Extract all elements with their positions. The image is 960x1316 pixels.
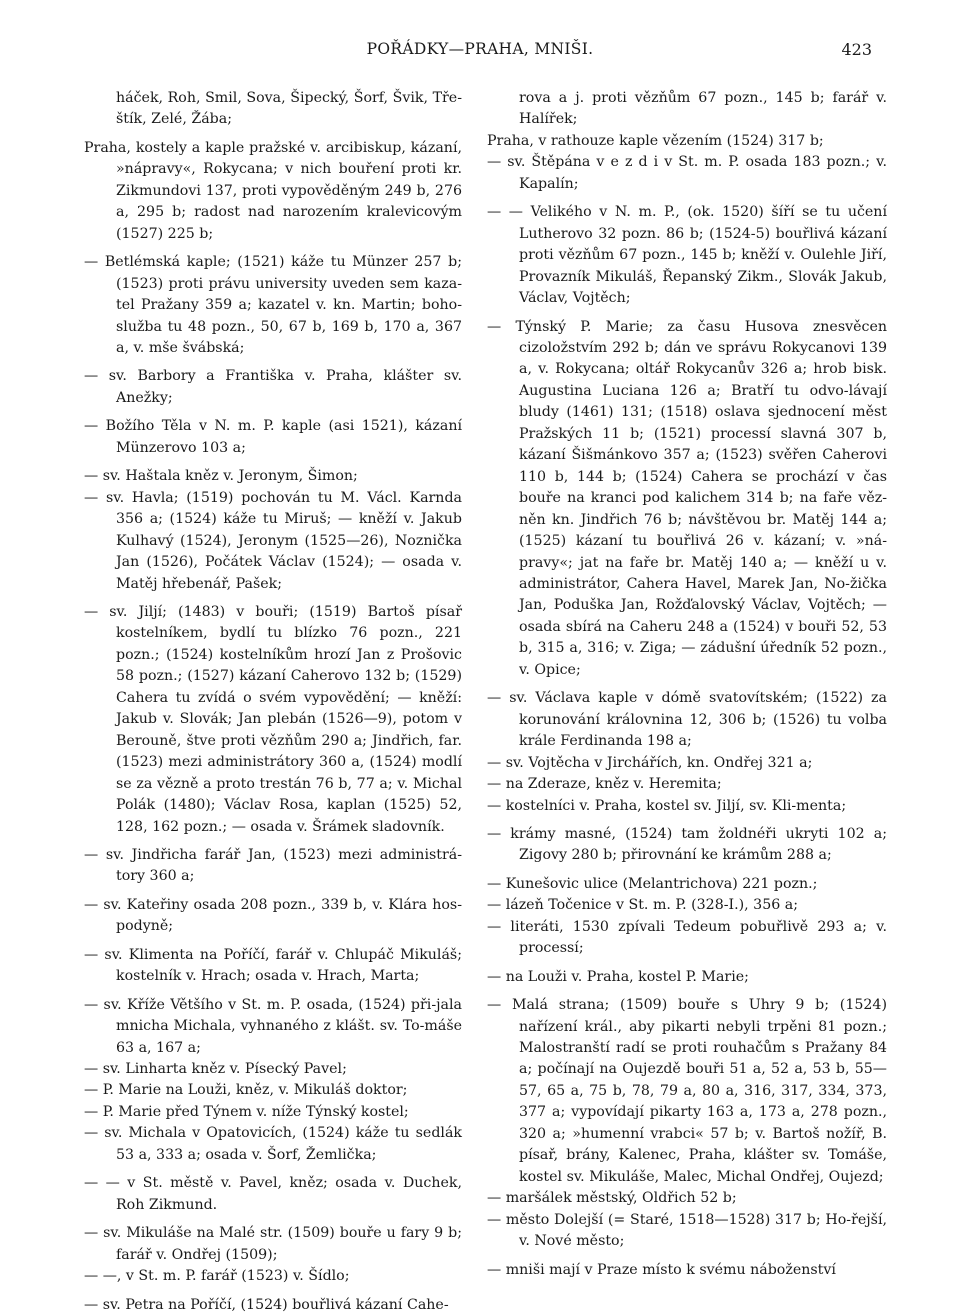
index-entry: — Betlémská kaple; (1521) káže tu Münzer 257 b; (1523) proti právu university uveden sem kaza-tel Pražany 359 a; kazatel v. kn. Martin; boho-služba tu 48 pozn., 50, 67 b, 169 b, 170 a, 367 a, v. mše švábská; — [84, 254, 462, 356]
index-entry: — P. Marie na Louži, kněz, v. Mikuláš doktor; — [84, 1082, 408, 1099]
index-entry: — Týnský P. Marie; za času Husova znesvěcen cizoložstvím 292 b; dán ve správu Rokycanovi 139 a, v. Rokycana; oltář Rokycanův 326 a; hrob bisk. Augustina Luciana 126 a; Bratří tu odvo-lávají bludy (1461) 131; (1518) oslava sjednocení měst Pražských 11 b; (1521) processí slavná 307 b, kázaní Šišmánkovo 357 a; (1523) svěřen Caherovi 110 b, 144 b; (1524) Cahera se prochází v čas bouře na kranci pod kalichem 314 b; na faře věz-něn kn. Jindřich 76 b; návštěvou br. Matěj 144 a; (1525) kázaní tu bouřlivá 26 v. kázaní; v. »ná-pravy«; jat na faře br. Matěj 140 a; — kněží u v. administrátor, Cahera Havel, Marek Jan, No-žička Jan, Poduška Jan, Rožďalovský Václav, Vojtěch; — osada sbírá na Caheru 248 a (1524) v bouři 52, 53 b, 315 a, 316; v. Ziga; — zádušní úředník 52 pozn., v. Opice; — [487, 318, 887, 678]
index-entry: — sv. Haštala kněz v. Jeronym, Šimon; — [84, 468, 358, 485]
index-entry: — —, v St. m. P. farář (1523) v. Šídlo; — [84, 1268, 350, 1285]
index-entry: — mniši mají v Praze místo k svému náboženství — [487, 1261, 836, 1278]
index-entry: — sv. Havla; (1519) pochován tu M. Václ. Karnda 356 a; (1524) káže tu Miruš; — kněží v. Jakub Kulhavý (1524), Jeronym (1525—26), Noznička Jan (1526), Počátek Václav (1524); — osada v. Matěj hřebenář, Pašek; — [84, 489, 462, 592]
index-entry: — literáti, 1530 zpívali Tedeum pobuřlivě 293 a; v. processí; — [487, 918, 887, 957]
index-entry: — Malá strana; (1509) bouře s Uhry 9 b; (1524) nařízení král., aby pikarti nebyli trpěni 81 pozn.; Malostranští radí se proti rouhačům s Pražany 84 a; počínají na Oujezdě bouři 51 a, 52 a, 53 b, 55—57, 65 a, 75 b, 78, 79 a, 80 a, 316, 317, 334, 373, 377 a; vypovídají pikarty 163 a, 173 a, 278 pozn., 320 a; »humenní vrabci« 57 b; v. Bartoš nožíř, B. písař, brány, Kalenec, Praha, klášter sv. Tomáše, kostel sv. Mikuláše, Malec, Michal Ondřej, Oujezd; — [487, 997, 887, 1185]
index-entry: — sv. Michala v Opatovicích, (1524) káže tu sedlák 53 a, 333 a; osada v. Šorf, Žemlička; — [84, 1125, 462, 1163]
index-entry: — P. Marie před Týnem v. níže Týnský kostel; — [84, 1103, 409, 1120]
running-head — [0, 40, 960, 64]
index-entry: — Kunešovic ulice (Melantrichova) 221 pozn.; — [487, 875, 818, 892]
index-entry: — sv. Linharta kněz v. Písecký Pavel; — [84, 1061, 347, 1078]
index-entry: — kostelníci v. Praha, kostel sv. Jiljí, sv. Kli-menta; — [487, 797, 847, 814]
left-column — [84, 88, 462, 1316]
index-entry: — sv. Vojtěcha v Jirchářích, kn. Ondřej 321 a; — [487, 754, 813, 771]
index-entry: — lázeň Točenice v St. m. P. (328-I.), 356 a; — [487, 897, 799, 914]
index-entry: — sv. Jindřicha farář Jan, (1523) mezi administrá-tory 360 a; — [84, 846, 462, 885]
index-entry: — sv. Kříže Většího v St. m. P. osada, (1524) při-jala mnicha Michala, vyhnaného z klášt. sv. To-máše 63 a, 167 a; — [84, 996, 462, 1056]
index-entry: háček, Roh, Smil, Sova, Šipecký, Šorf, Švik, Tře-štík, Zelé, Žába; — [116, 90, 462, 128]
index-entry: — sv. Štěpána v e z d i v St. m. P. osada 183 pozn.; v. Kapalín; — [487, 154, 887, 192]
right-column — [487, 88, 887, 1281]
index-entry: — na Louži v. Praha, kostel P. Marie; — [487, 968, 749, 985]
index-entry: — sv. Kateřiny osada 208 pozn., 339 b, v. Klára hos-podyně; — [84, 896, 462, 935]
index-entry: — sv. Václava kaple v dómě svatovítském; (1522) za korunování královnina 12, 306 b; (1526) tu volba krále Ferdinanda 198 a; — [487, 690, 887, 750]
index-entry: — maršálek městský, Oldřich 52 b; — [487, 1190, 737, 1207]
index-entry: — sv. Klimenta na Poříčí, farář v. Chlupáč Mikuláš; kostelník v. Hrach; osada v. Hrach, Marta; — [84, 946, 462, 985]
index-entry: — krámy masné, (1524) tam žoldnéři ukryti 102 a; Zigovy 280 b; přirovnání ke krámům 288 a; — [487, 825, 887, 864]
index-entry: — město Dolejší (= Staré, 1518—1528) 317 b; Ho-řejší, v. Nové město; — [487, 1211, 887, 1250]
index-entry: Praha, kostely a kaple pražské v. arcibiskup, kázaní, »nápravy«, Rokycana; v nich bouření proti kr. Zikmundovi 137, proti vypověděným 249 b, 276 a, 295 b; radost nad narozením kralevicovým (1527) 225 b; — [84, 139, 462, 242]
index-entry: — na Zderaze, kněz v. Heremita; — [487, 776, 722, 793]
index-entry: — — Velikého v N. m. P., (ok. 1520) šíří se tu učení Lutherovo 32 pozn. 86 b; (1524-5) bouřlivá kázaní proti vězňům 67 pozn., 145 b; kněží v. Oulehle Jiří, Provazník Mikuláš, Řepanský Zikm., Slovák Jakub, Václav, Vojtěch; — [487, 204, 887, 307]
index-entry: — sv. Mikuláše na Malé str. (1509) bouře u fary 9 b; farář v. Ondřej (1509); — [84, 1225, 462, 1263]
page-title: POŘÁDKY—PRAHA, MNIŠI. — [366, 40, 594, 58]
index-entry: rova a j. proti vězňům 67 pozn., 145 b; farář v. Halířek; — [519, 90, 887, 128]
page-number: 423 — [841, 40, 872, 59]
index-entry: — sv. Petra na Poříčí, (1524) bouřlivá kázaní Cahe- — [84, 1296, 449, 1313]
index-entry: — sv. Jiljí; (1483) v bouři; (1519) Bartoš písař kostelníkem, bydlí tu blízko 76 pozn., 221 pozn.; (1524) kostelníkům hrozí Jan z Prošovic 58 pozn.; (1527) kázaní Caherovo 132 b; (1529) Cahera tu zvídá o svém vypovědění; — kněží: Jakub v. Slovák; Jan plebán (1526—9), potom v Berouně, štve proti vězňům 290 a; Jindřich, far. (1523) mezi administrátory 360 a, (1524) modlí se za vězně a proto trestán 76 b, 77 a; v. Michal Polák (1480); Václav Rosa, kaplan (1525) 52, 128, 162 pozn.; — osada v. Šrámek sladovník. — [84, 603, 462, 835]
index-entry: — — v St. městě v. Pavel, kněz; osada v. Duchek, Roh Zikmund. — [84, 1175, 462, 1213]
index-entry: — sv. Barbory a Františka v. Praha, klášter sv. Anežky; — [84, 368, 462, 406]
index-entry: — Božího Těla v N. m. P. kaple (asi 1521), kázaní Münzerovo 103 a; — [84, 418, 462, 456]
index-entry: Praha, v rathouze kaple vězením (1524) 317 b; — [487, 132, 824, 149]
